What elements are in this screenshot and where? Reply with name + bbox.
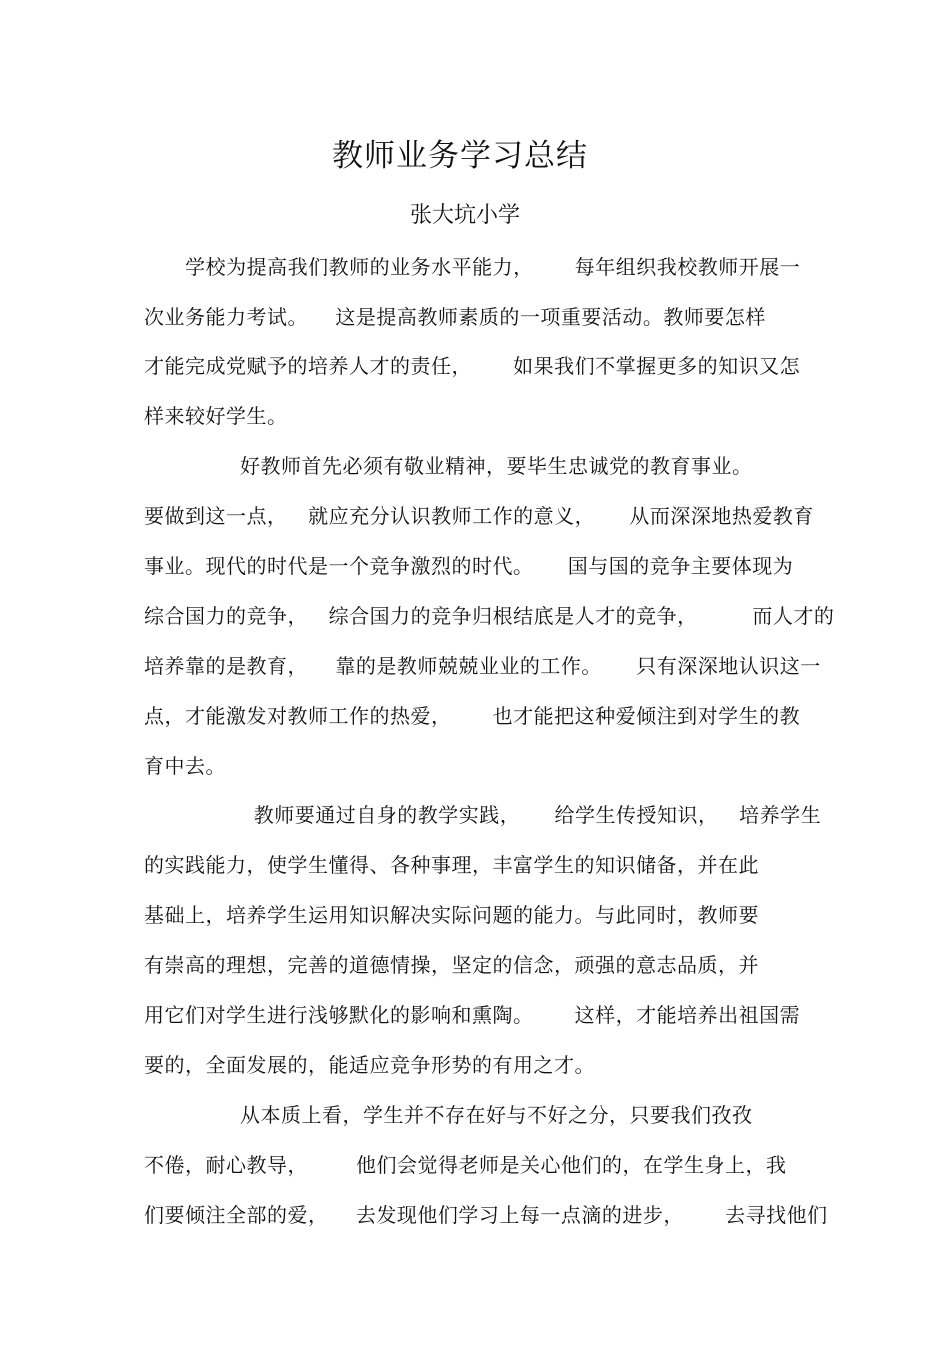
body-line: 教师要通过自身的教学实践， 给学生传授知识， 培养学生	[144, 803, 822, 827]
document-author: 张大坑小学	[409, 203, 520, 228]
body-line: 样来较好学生。	[144, 404, 288, 428]
body-line: 育中去。	[144, 754, 226, 778]
body-line: 综合国力的竞争， 综合国力的竞争归根结底是人才的竞争， 而人才的	[144, 604, 835, 628]
body-line: 点，才能激发对教师工作的热爱， 也才能把这种爱倾注到对学生的教	[144, 704, 801, 728]
body-line: 培养靠的是教育， 靠的是教师兢兢业业的工作。 只有深深地认识这一	[144, 654, 821, 678]
body-line: 次业务能力考试。 这是提高教师素质的一项重要活动。教师要怎样	[144, 305, 766, 329]
body-line: 有崇高的理想，完善的道德情操，坚定的信念，顽强的意志品质，并	[144, 953, 759, 977]
body-line: 要的，全面发展的，能适应竞争形势的有用之才。	[144, 1053, 595, 1077]
body-line: 才能完成党赋予的培养人才的责任， 如果我们不掌握更多的知识又怎	[144, 354, 801, 378]
document-title: 教师业务学习总结	[332, 138, 588, 174]
body-line: 要做到这一点， 就应充分认识教师工作的意义， 从而深深地热爱教育	[144, 504, 814, 528]
body-line: 好教师首先必须有敬业精神，要毕生忠诚党的教育事业。	[144, 454, 753, 478]
body-line: 用它们对学生进行浅够默化的影响和熏陶。 这样，才能培养出祖国需	[144, 1003, 801, 1027]
body-line: 的实践能力，使学生懂得、各种事理，丰富学生的知识储备，并在此	[144, 853, 759, 877]
body-line: 基础上，培养学生运用知识解决实际问题的能力。与此同时，教师要	[144, 903, 759, 927]
body-line: 事业。现代的时代是一个竞争激烈的时代。 国与国的竞争主要体现为	[144, 554, 794, 578]
body-line: 从本质上看，学生并不存在好与不好之分，只要我们孜孜	[144, 1103, 753, 1127]
body-line: 们要倾注全部的爱， 去发现他们学习上每一点滴的进步， 去寻找他们	[144, 1203, 828, 1227]
body-line: 学校为提高我们教师的业务水平能力， 每年组织我校教师开展一	[144, 255, 801, 279]
body-line: 不倦，耐心教导， 他们会觉得老师是关心他们的，在学生身上，我	[144, 1153, 787, 1177]
